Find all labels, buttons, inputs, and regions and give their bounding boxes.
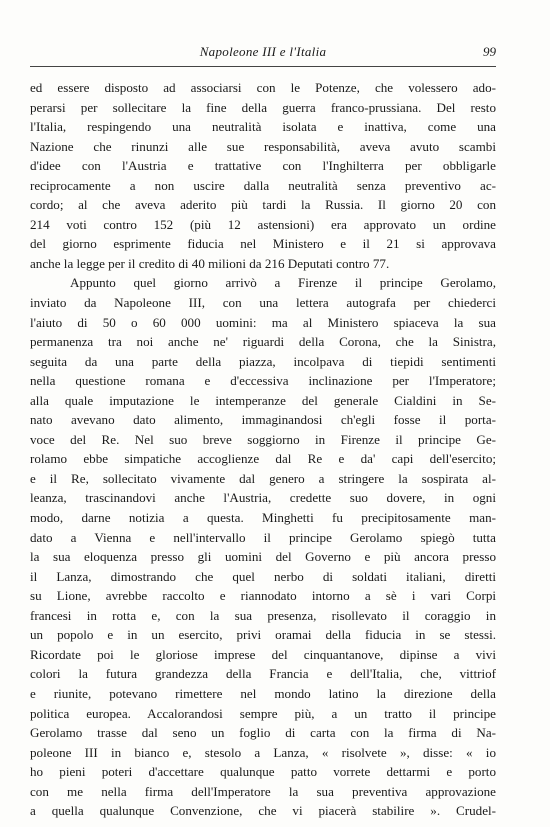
text-line: e riunite, potevano rimettere nel mondo latino la direzione della bbox=[30, 685, 496, 701]
text-line: Nazione che rinunzi alle sue responsabilità, aveva avuto scambi bbox=[30, 138, 496, 154]
text-line: permanenza tra noi anche ne' riguardi della Corona, che la Sinistra, bbox=[30, 334, 496, 350]
text-line: a quella qualunque Convenzione, che vi piacerà stabilire ». Crudel- bbox=[30, 803, 496, 819]
running-head bbox=[30, 44, 496, 64]
text-line: d'idee con l'Austria e trattative con l'Inghilterra per obbligarle bbox=[30, 158, 496, 174]
text-line: colori la futura grandezza della Francia e dell'Italia, che, vittriof bbox=[30, 666, 496, 682]
body-text bbox=[30, 78, 496, 821]
text-line: anche la legge per il credito di 40 milioni da 216 Deputati contro 77. bbox=[30, 255, 390, 271]
text-line: il Lanza, dimostrando che quel nerbo di soldati italiani, diretti bbox=[30, 568, 496, 584]
text-line: con me nella firma dell'Imperatore la sua preventiva approvazione bbox=[30, 783, 496, 799]
page-number: 99 bbox=[483, 44, 496, 59]
text-line: cordo; al che aveva aderito più tardi la Russia. Il giorno 20 con bbox=[30, 197, 496, 213]
text-line: alla quale imputazione le intemperanze del generale Cialdini in Se- bbox=[30, 392, 496, 408]
text-line: 214 voti contro 152 (più 12 astensioni) era approvato un ordine bbox=[30, 216, 496, 232]
text-line: nato avevano dato alimento, immaginandosi ch'egli fosse il porta- bbox=[30, 412, 496, 428]
text-line: ed essere disposto ad associarsi con le Potenze, che volessero ado- bbox=[30, 80, 496, 95]
text-line: perarsi per sollecitare la fine della guerra franco-prussiana. Del resto bbox=[30, 99, 496, 115]
text-line: su Lione, avrebbe raccolto e riannodato intorno a sè i vari Corpi bbox=[30, 588, 496, 604]
running-head-title: Napoleone III e l'Italia bbox=[199, 44, 327, 59]
text-line: la sua eloquenza presso gli uomini del Governo e più ancora presso bbox=[30, 549, 496, 565]
text-line: dato a Vienna e nell'intervallo il principe Gerolamo spiegò tutta bbox=[30, 529, 496, 545]
header-rule bbox=[30, 66, 496, 67]
text-line: poleone III in bianco e, stesolo a Lanza, « risolvete », disse: « io bbox=[30, 744, 496, 760]
text-line: rolamo ebbe simpatiche accoglienze dal Re e da' capi dell'esercito; bbox=[30, 451, 496, 467]
text-line: leanza, trascinandovi anche l'Austria, credette suo dovere, in ogni bbox=[30, 490, 496, 506]
text-line: nella questione romana e d'eccessiva inclinazione per l'Imperatore; bbox=[30, 373, 496, 389]
text-line: inviato da Napoleone III, con una lettera autografa per chiederci bbox=[30, 295, 496, 311]
text-line: l'aiuto di 50 o 60 000 uomini: ma al Ministero spiaceva la sua bbox=[30, 314, 496, 330]
text-line: Appunto quel giorno arrivò a Firenze il principe Gerolamo, bbox=[70, 275, 496, 291]
text-line: seguita da una parte della piazza, incolpava di tiepidi sentimenti bbox=[30, 353, 496, 369]
text-line: modo, darne notizia a questa. Minghetti fu precipitosamente man- bbox=[30, 510, 496, 526]
text-line: del giorno esprimente fiducia nel Ministero e il 21 si approvava bbox=[30, 236, 496, 252]
text-line: voce del Re. Nel suo breve soggiorno in Firenze il principe Ge- bbox=[30, 431, 496, 447]
text-line: un popolo e in un esercito, privi oramai della fiducia in se stessi. bbox=[30, 627, 496, 643]
text-line: francesi in rotta e, con la sua presenza, risollevato il coraggio in bbox=[30, 607, 496, 623]
text-line: politica europea. Accalorandosi sempre più, a un tratto il principe bbox=[30, 705, 496, 721]
text-line: l'Italia, respingendo una neutralità isolata e inattiva, come una bbox=[30, 119, 496, 135]
text-line: e il Re, sollecitato vivamente dal genero a stringere la sospirata al- bbox=[30, 470, 496, 486]
text-line: reciprocamente a non uscire dalla neutralità senza preventivo ac- bbox=[30, 177, 496, 193]
text-line: ho pieni poteri d'accettare qualunque patto vorrete dettarmi e porto bbox=[30, 764, 496, 780]
text-line: Ricordate poi le gloriose imprese del cinquantanove, dipinse a vivi bbox=[30, 646, 496, 662]
text-line: Gerolamo trasse dal seno un foglio di carta con la firma di Na- bbox=[30, 725, 496, 741]
